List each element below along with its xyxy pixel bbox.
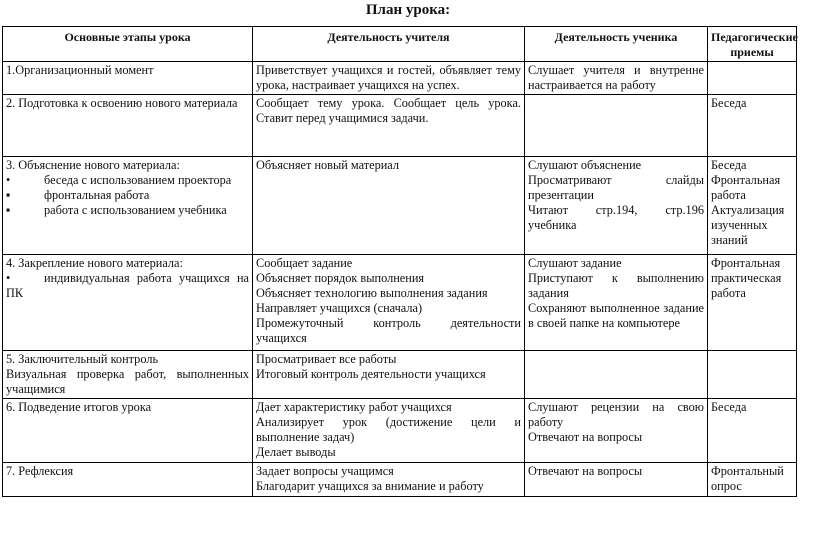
- cell-student: Отвечают на вопросы: [525, 463, 708, 497]
- cell-student: Слушает учителя и внутренне настраивается на работу: [525, 62, 708, 95]
- cell-teacher: Сообщает тему урока. Сообщает цель урока. Ставит перед учащимися задачи.: [253, 95, 525, 157]
- table-row: [3, 463, 797, 497]
- cell-teacher: Дает характеристику работ учащихся Анализирует урок (достижение цели и выполнение задач) Делает выводы: [253, 399, 525, 463]
- bullet-icon: •: [6, 173, 11, 187]
- bullet-icon: •: [6, 271, 11, 285]
- cell-method: Фронтальный опрос: [708, 463, 797, 497]
- table-row: [3, 95, 797, 157]
- lesson-plan-table: [2, 26, 797, 497]
- cell-method: [708, 351, 797, 399]
- cell-stage: 2. Подготовка к освоению нового материала: [3, 95, 253, 157]
- cell-student: [525, 351, 708, 399]
- cell-method: Беседа Фронтальная работа Актуализация изученных знаний: [708, 157, 797, 255]
- cell-student: [525, 95, 708, 157]
- header-teacher: Деятельность учителя: [253, 27, 525, 62]
- list-item: • беседа с использованием проектора: [6, 173, 232, 187]
- cell-teacher: Приветствует учащихся и гостей, объявляет тему урока, настраивает учащихся на успех.: [253, 62, 525, 95]
- cell-stage: 4. Закрепление нового материала: • индивидуальная работа учащихся на ПК: [3, 255, 253, 351]
- cell-method: Беседа: [708, 95, 797, 157]
- cell-student: Слушают задание Приступают к выполнению задания Сохраняют выполненное задание в своей папке на компьютере: [525, 255, 708, 351]
- list-item: ▪ фронтальная работа: [6, 188, 150, 202]
- cell-method: Беседа: [708, 399, 797, 463]
- table-row: [3, 399, 797, 463]
- header-methods: Педагогические приемы: [708, 27, 797, 62]
- cell-student: Слушают объяснение Просматривают слайды презентации Читают стр.194, стр.196 учебника: [525, 157, 708, 255]
- cell-stage: 5. Заключительный контроль Визуальная проверка работ, выполненных учащимися: [3, 351, 253, 399]
- table-row: [3, 62, 797, 95]
- cell-student: Слушают рецензии на свою работу Отвечают на вопросы: [525, 399, 708, 463]
- cell-teacher: Объясняет новый материал: [253, 157, 525, 255]
- header-stages: Основные этапы урока: [3, 27, 253, 62]
- cell-method: [708, 62, 797, 95]
- table-row: [3, 157, 797, 255]
- page-title: План урока:: [365, 2, 451, 18]
- cell-stage: 1.Организационный момент: [3, 62, 253, 95]
- cell-stage: 3. Объяснение нового материала: • беседа с использованием проектора ▪ фронтальная работа ▪ работа с использованием учебника: [3, 157, 253, 255]
- list-item: ▪ работа с использованием учебника: [6, 203, 227, 217]
- cell-stage: 6. Подведение итогов урока: [3, 399, 253, 463]
- cell-teacher: Сообщает задание Объясняет порядок выполнения Объясняет технологию выполнения задания Направляет учащихся (сначала) Промежуточный контроль деятельности учащихся: [253, 255, 525, 351]
- header-student: Деятельность ученика: [525, 27, 708, 62]
- list-item: • индивидуальная работа учащихся на ПК: [6, 271, 249, 300]
- cell-stage: 7. Рефлексия: [3, 463, 253, 497]
- square-bullet-icon: ▪: [6, 188, 11, 202]
- cell-method: Фронтальная практическая работа: [708, 255, 797, 351]
- table-row: [3, 255, 797, 351]
- table-row: [3, 351, 797, 399]
- square-bullet-icon: ▪: [6, 203, 11, 217]
- cell-teacher: Просматривает все работы Итоговый контроль деятельности учащихся: [253, 351, 525, 399]
- table-header-row: [3, 27, 797, 62]
- cell-teacher: Задает вопросы учащимся Благодарит учащихся за внимание и работу: [253, 463, 525, 497]
